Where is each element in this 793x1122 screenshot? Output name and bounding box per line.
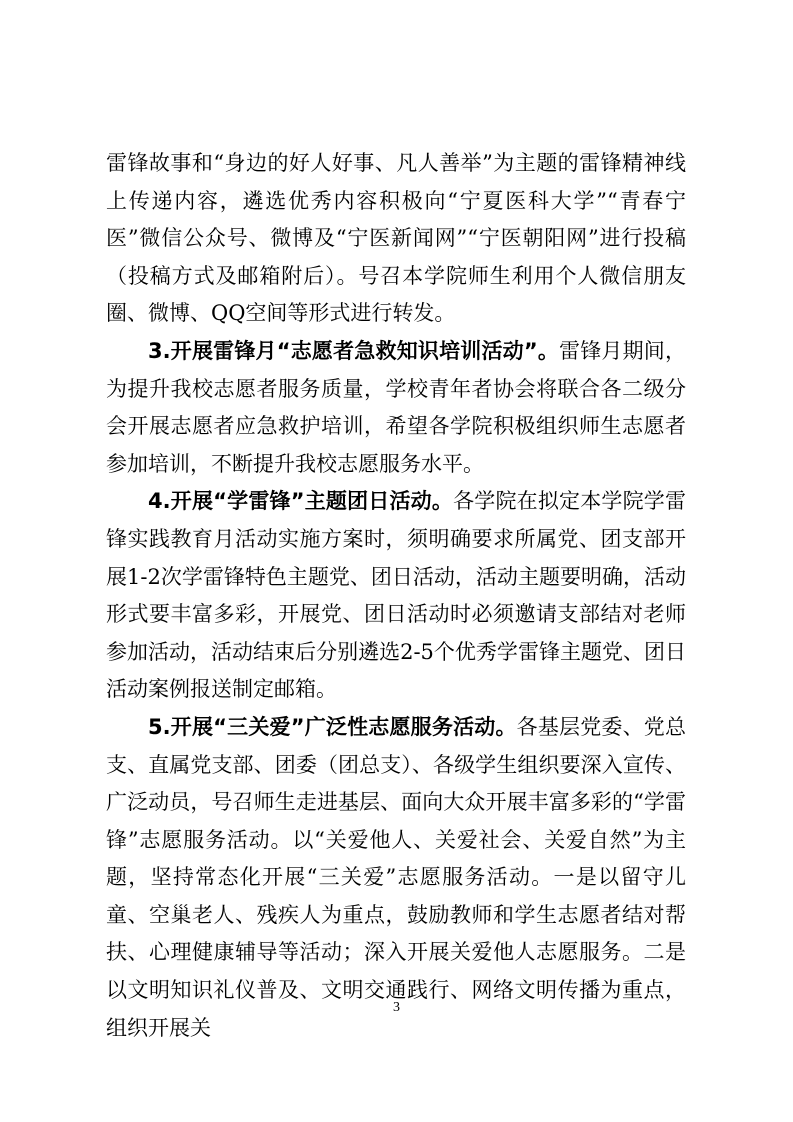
paragraph-text: 各学院在拟定本学院学雷锋实践教育月活动实施方案时，须明确要求所属党、团支部开展1-2次学雷锋特色主题党、团日活动，活动主题要明确，活动形式要丰富多彩，开展党、团日活动时必须邀请支部结对老师参加活动，活动结束后分别遴选2-5个优秀学雷锋主题党、团日活动案例报送制定邮箱。: [106, 489, 686, 702]
paragraph-text: 雷锋月期间，为提升我校志愿者服务质量，学校青年者协会将联合各二级分会开展志愿者应急救护培训，希望各学院积极组织师生志愿者参加培训，不断提升我校志愿服务水平。: [106, 338, 686, 476]
paragraph-continuation: [106, 145, 686, 333]
paragraph-volunteer-first-aid-training: [106, 333, 686, 483]
paragraph-text: 雷锋故事和“身边的好人好事、凡人善举”为主题的雷锋精神线上传递内容，遴选优秀内容积极向“宁夏医科大学”“青春宁医”微信公众号、微博及“宁医新闻网”“宁医朝阳网”进行投稿（投稿方式及邮箱附后）。号召本学院师生利用个人微信朋友圈、微博、QQ空间等形式进行转发。: [106, 151, 686, 326]
paragraph-theme-league-day: [106, 483, 686, 709]
paragraph-heading: 5.开展“三关爱”广泛性志愿服务活动。: [148, 714, 517, 739]
paragraph-three-cares-volunteer-service: [106, 709, 686, 1047]
paragraph-text: 各基层党委、党总支、直属党支部、团委（团总支）、各级学生组织要深入宣传、广泛动员，号召师生走进基层、面向大众开展丰富多彩的“学雷锋”志愿服务活动。以“关爱他人、关爱社会、关爱自然”为主题，坚持常态化开展“三关爱”志愿服务活动。一是以留守儿童、空巢老人、残疾人为重点，鼓励教师和学生志愿者结对帮扶、心理健康辅导等活动；深入开展关爱他人志愿服务。二是以文明知识礼仪普及、文明交通践行、网络文明传播为重点，组织开展关: [106, 714, 686, 1040]
document-body: [106, 145, 686, 1047]
paragraph-heading: 3.开展雷锋月“志愿者急救知识培训活动”。: [148, 338, 560, 363]
paragraph-heading: 4.开展“学雷锋”主题团日活动。: [148, 489, 454, 514]
page-number: 3: [393, 1000, 400, 1015]
